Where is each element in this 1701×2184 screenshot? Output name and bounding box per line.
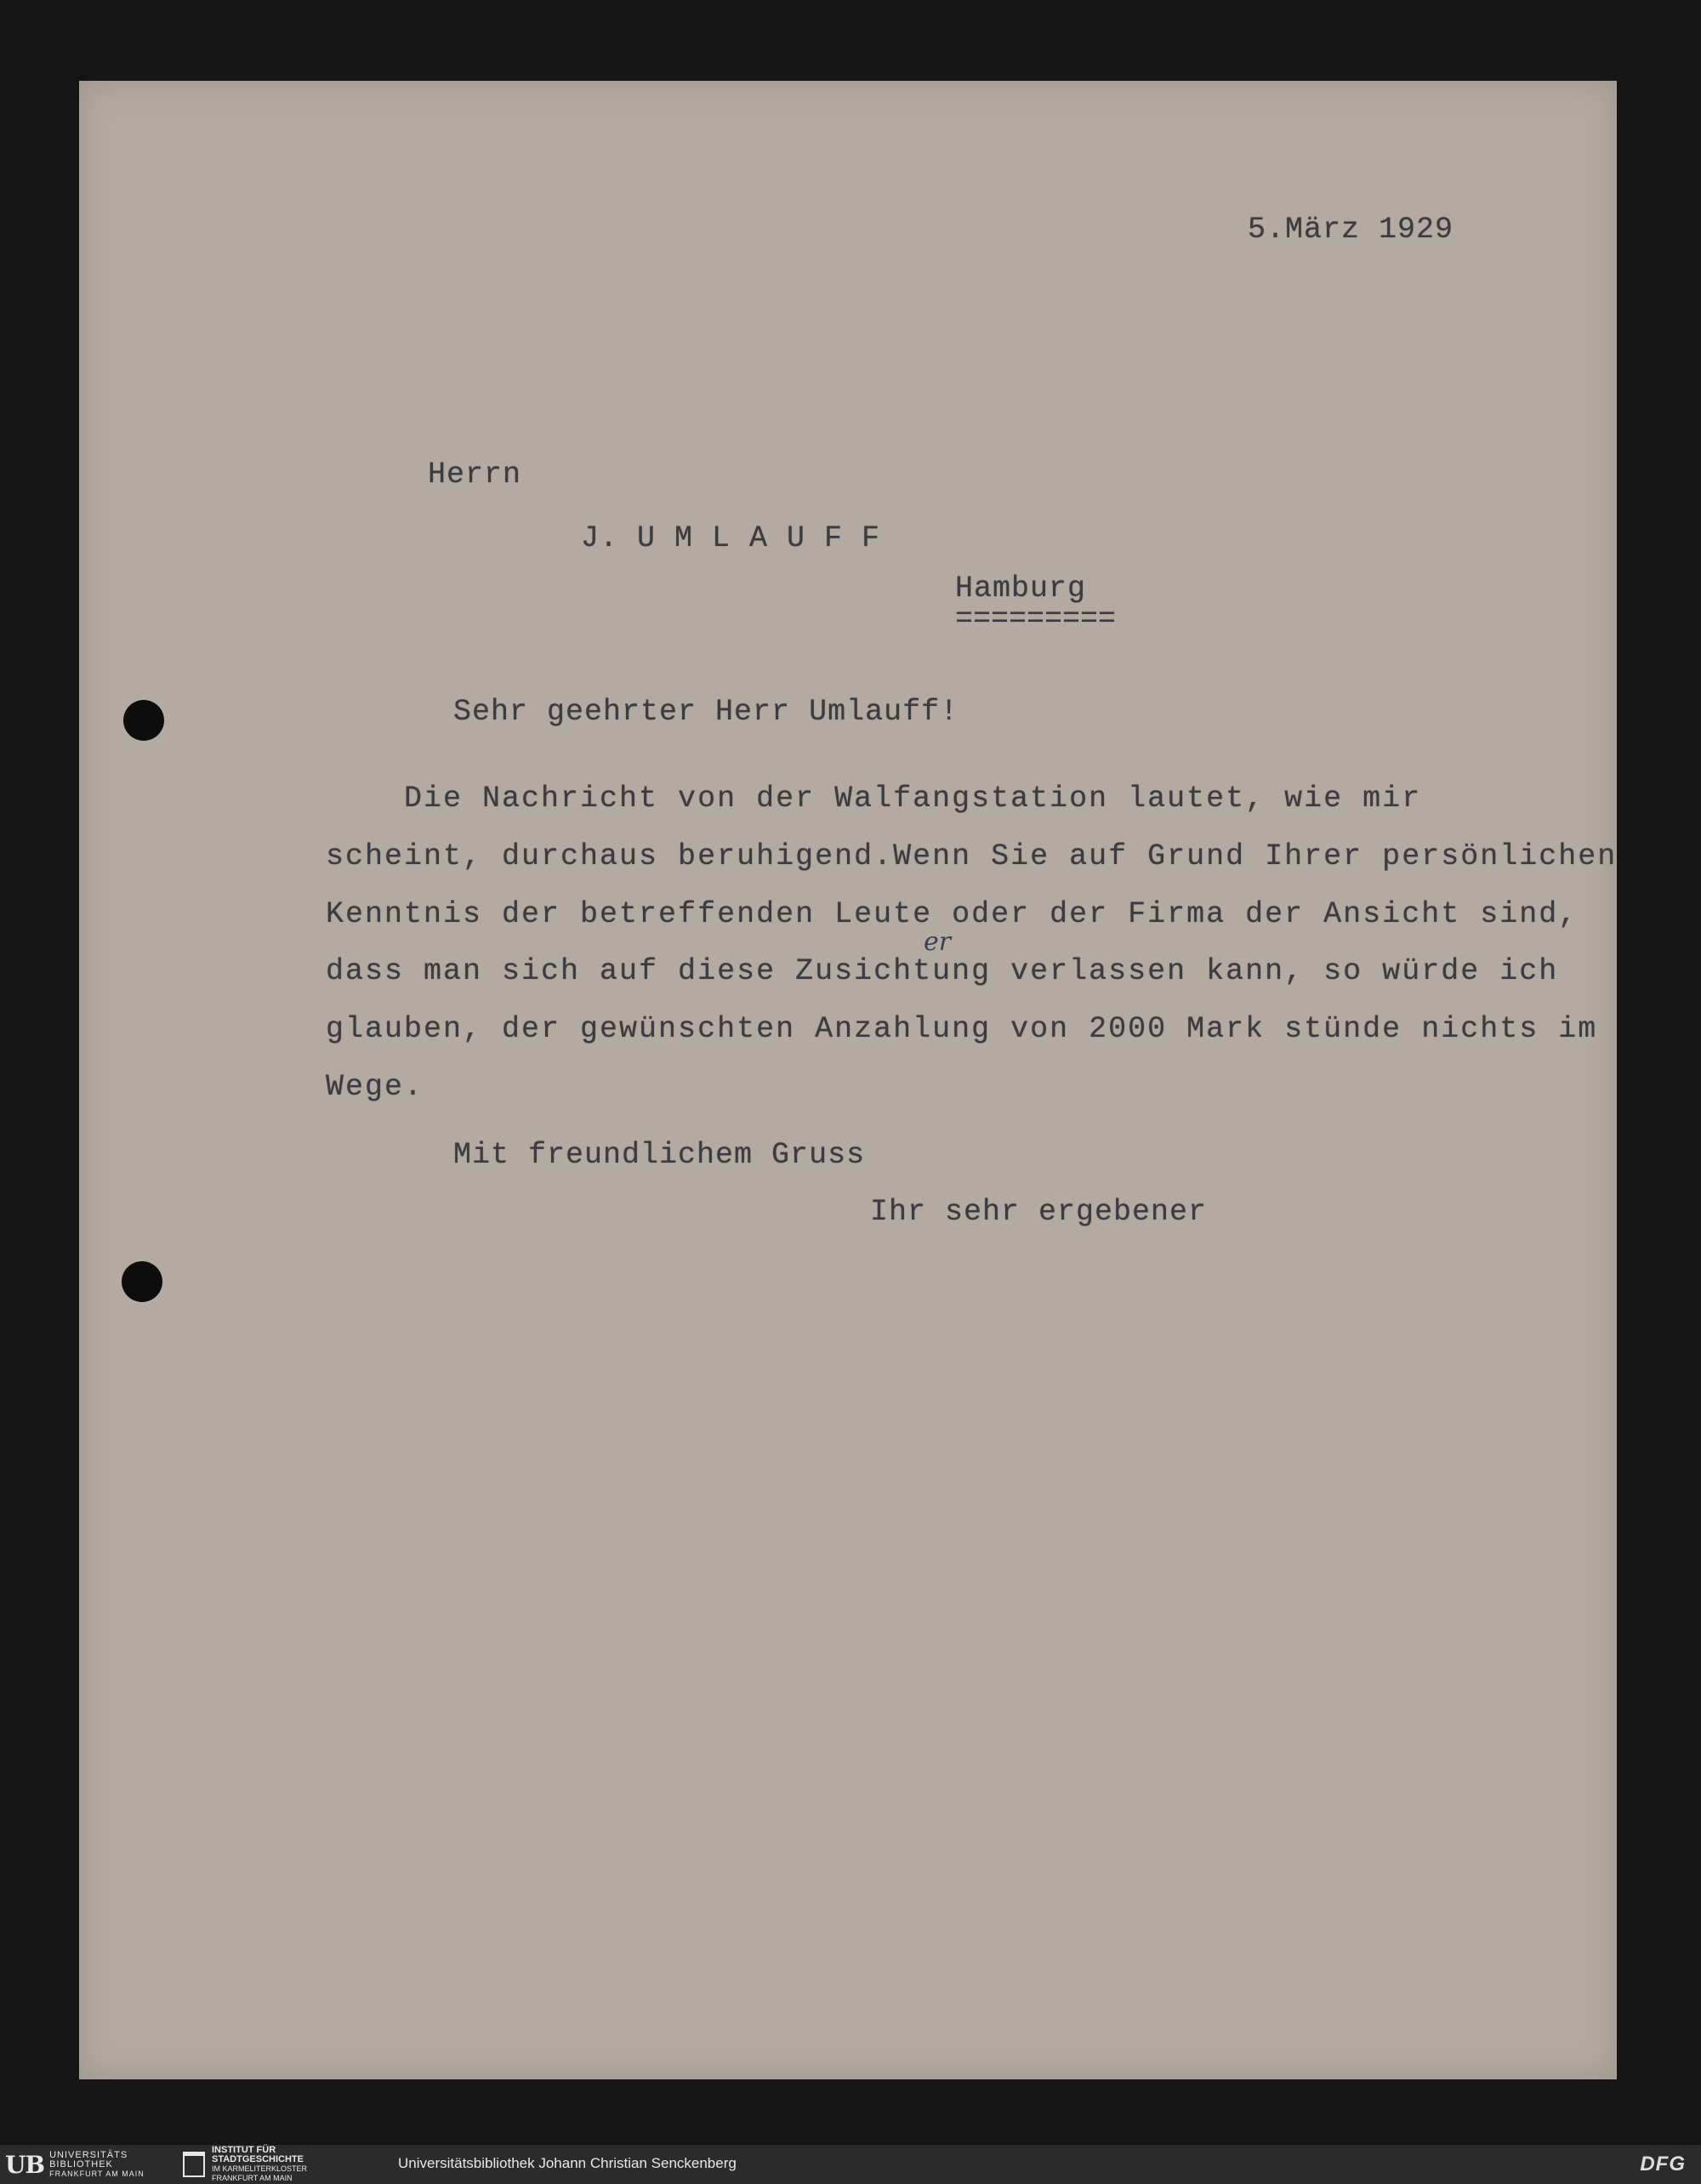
letter-date: 5.März 1929 — [1248, 213, 1454, 247]
isg-logo-icon — [183, 2152, 205, 2177]
recipient-name: J. U M L A U F F — [581, 521, 881, 555]
city-underline: ========= — [955, 602, 1117, 636]
dfg-logo[interactable]: DFG — [1640, 2153, 1686, 2175]
closing: Mit freundlichem Gruss — [453, 1138, 866, 1172]
body-line-4: dass man sich auf diese Zusichtung verlassen kann, so würde ich — [326, 954, 1559, 988]
footer-title: Universitätsbibliothek Johann Christian Senckenberg — [398, 2155, 737, 2171]
handwritten-correction: er — [924, 927, 952, 957]
letter-page — [79, 81, 1617, 2079]
body-line-6: Wege. — [326, 1070, 424, 1104]
ub-logo-mark: UB — [5, 2150, 45, 2179]
recipient-salutation: Herrn — [428, 458, 522, 492]
greeting: Sehr geehrter Herr Umlauff! — [453, 695, 959, 729]
punch-hole-bottom — [122, 1261, 162, 1302]
isg-logo[interactable] — [183, 2145, 308, 2182]
body-line-1: Die Nachricht von der Walfangstation lautet, wie mir — [326, 782, 1422, 816]
footer-bar — [0, 2145, 1701, 2184]
isg-logo-text: INSTITUT FÜR STADTGESCHICHTE IM KARMELITERKLOSTER FRANKFURT AM MAIN — [212, 2145, 308, 2182]
recipient-city: Hamburg — [955, 572, 1087, 606]
signoff: Ihr sehr ergebener — [870, 1195, 1208, 1229]
ub-logo-text: UNIVERSITÄTS BIBLIOTHEK FRANKFURT AM MAIN — [49, 2149, 145, 2178]
punch-hole-top — [123, 700, 164, 741]
ub-logo[interactable] — [5, 2150, 145, 2179]
body-line-2: scheint, durchaus beruhigend.Wenn Sie auf Grund Ihrer persönlichen — [326, 839, 1618, 873]
body-line-3: Kenntnis der betreffenden Leute oder der Firma der Ansicht sind, — [326, 897, 1579, 931]
body-line-5: glauben, der gewünschten Anzahlung von 2000 Mark stünde nichts im — [326, 1012, 1598, 1046]
